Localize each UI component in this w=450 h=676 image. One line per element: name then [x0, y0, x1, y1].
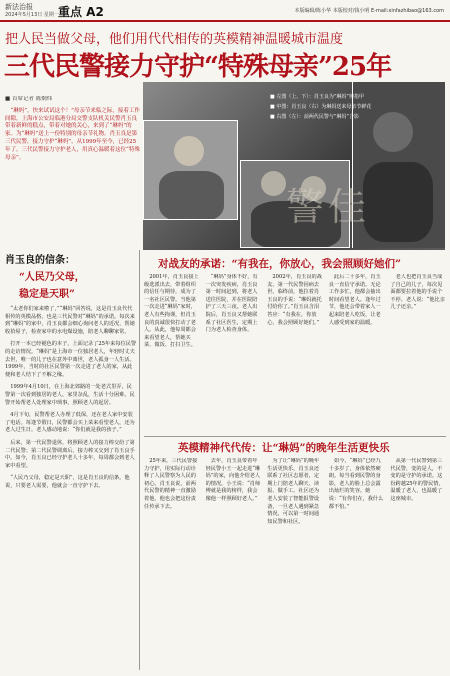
paper-name: 新法治报	[5, 3, 33, 11]
watermark-seal: 警佳	[286, 185, 371, 229]
paragraph: 后来，第一代民警退休，将照顾老人的接力棒交给了第二代民警；第二代民警调离后，接力棒又交到了肖玉良手中。如今，肖玉良已经守护老人十多年，每周都会到老人家中看望。	[5, 439, 135, 469]
text-column: 老人也把肖玉良当成了自己的儿子，每次见面都要拉着他的手说个不停。老人说：“他比亲儿子还亲。”	[390, 274, 445, 311]
text-column: 此后二十多年，肖玉良一直信守承诺。无论工作多忙，他都会抽出时间看望老人。逢年过节，他还会带着家人一起来陪老人吃饭，让老人感受到家的温暖。	[328, 274, 381, 326]
text-column: “琳妈”身体不好，有一次突发疾病，肖玉良第一时间赶到，将老人送往医院，并在医院陪护了三天三夜。老人出院后，肖玉良又帮她联系了社区医生，定期上门为老人检查身体。	[205, 274, 258, 334]
left-title-1: 肖玉良的信条：	[5, 255, 75, 266]
intro-block	[5, 96, 140, 246]
left-column	[5, 250, 137, 670]
text-column: 如今，“琳妈”已经九十多岁了，身体依然硬朗。每当看到民警的身影，老人的脸上总会露出灿烂的笑容。她说：“有你们在，我什么都不怕。”	[328, 458, 384, 510]
photo-captions	[270, 92, 420, 122]
paragraph: “人民乃父母，稳定是天职”，这是肖玉良的信条。他说，只要老人需要，他就会一直守护下去。	[5, 475, 130, 489]
column-divider	[139, 250, 140, 670]
text-column: 为了让“琳妈”的晚年生活更快乐，肖玉良还联系了社区志愿者，定期上门陪老人聊天、读报、做手工。社区还为老人安装了智能报警设备，一旦老人遇到紧急情况，可以第一时间通知民警和社区。	[267, 458, 320, 525]
text-column: 2002年，肖玉良的战友、第一代民警因病去世。临终前，他拉着肖玉良的手说：“琳妈就托付给你了。”肖玉良含泪答应：“有我在，你放心，我会照顾好她们。”	[267, 274, 322, 326]
section-3-title: 英模精神代代传：让“琳妈”的晚年生活更快乐	[178, 442, 390, 454]
text-column: 去年，肖玉良带着年轻民警小王一起走进“琳妈”的家，向他介绍老人的情况。小王说：“肖师傅就是我的榜样，我会像他一样照顾好老人。”	[205, 458, 261, 502]
masthead	[0, 0, 450, 22]
text-column: 2001年，肖玉良接上级选派出去，带着组织的信任与期待，成为了一名社区民警。当他第一次走进“琳妈”家时，老人有些拘谨，但肖玉良的真诚很快打动了老人。从此，他每周都会来看望老人，帮她买菜、做饭、打扫卫生。	[144, 274, 199, 349]
photo-left	[143, 120, 238, 220]
section-2-title: 对战友的承诺：“有我在，你放心，我会照顾好她们”	[158, 258, 402, 270]
issue-date: 2024年5月13日 星期一	[5, 12, 59, 18]
byline: ■ 首席记者 陈炯炜	[5, 96, 53, 102]
text-column: 从第一代民警到第三代民警，变的是人，不变的是守护的承诺。这份跨越25年的警民情，温暖了老人，也温暖了这座城市。	[390, 458, 444, 502]
sub-headline: 把人民当做父母，他们用代代相传的英模精神温暖城市温度	[5, 32, 344, 47]
section-2-body	[144, 274, 446, 434]
text-column: 25年来，三代民警接力守护，用实际行动诠释了人民警察为人民的初心。肖玉良说，前两代民警的精神一直激励着他，他也会把这份责任传承下去。	[144, 458, 198, 510]
paragraph: 打开一本已经褪色的本子，上面记录了25年来每位民警的走访情况。“琳妈”是上海市一位独居老人，年轻时丈夫去世，唯一的儿子也在意外中离世，老人孤身一人生活。1999年，当时的社区民警第一次走进了老人的家，从此便和老人结下了不解之缘。	[5, 341, 137, 378]
paragraph: 4月下旬，民警帮老人办理了低保，还在老人家中安装了电话。每逢节假日，民警都会买上菜来看望老人，还为老人过生日。老人感动地说：“你们就是我的孩子。”	[5, 412, 135, 434]
intro-text: “琳妈”，快来试试这个！”母亲节来临之际，接着工作间隙，上海市公安局临港分局交警支队机关民警肖玉良带着新鲜的糕点，带着对她的关心，来到了“琳妈”的家。为“琳妈”送上一份特别的母亲节礼物。肖玉良是第三代民警，接力守护“琳妈”，从1999年至今，已经25年了。三代民警接力守护老人，用真心温暖着这位“特殊母亲”。	[5, 107, 140, 161]
left-title-3: 稳定是天职”	[19, 289, 75, 300]
caption-1: ■ 左图（上、下）：肖玉良为“琳妈”剪指甲	[270, 94, 364, 100]
paragraph: 1999年4月10日，在上海北郊路的一处老式里弄，民警第一次看到独居的老人，家里杂乱，生活十分困难。民警开始帮老人处理家中琐事，照顾老人的起居。	[5, 384, 135, 406]
paragraph: “太老你们家来啦了，”“琳妈”回答说，这是肖玉良代代相传的英模品格，也是三代民警对“琳妈”的承诺。每次来到“琳妈”的家中，肖玉良都会细心询问老人的近况，帮她收拾屋子，检查家中的水电煤设施，陪老人聊聊家常。	[5, 306, 135, 335]
section-label: 重点 A2	[58, 5, 104, 19]
left-title-2: “人民乃父母，	[19, 272, 85, 283]
main-headline: 三代民警接力守护“特殊母亲”25年	[4, 52, 392, 82]
section-divider	[144, 436, 446, 437]
caption-3: ■ 右图（左）：前两代民警与“琳妈”合影	[270, 114, 359, 120]
section-3-body	[144, 458, 446, 670]
editor-credits: 本版编辑/陈小华 本版校对/钱小明 E-mail:xinfazhibao@163.com	[294, 8, 444, 14]
caption-2: ■ 中图：肖玉良（右）为琳妈送来母亲节鲜花	[270, 104, 372, 110]
